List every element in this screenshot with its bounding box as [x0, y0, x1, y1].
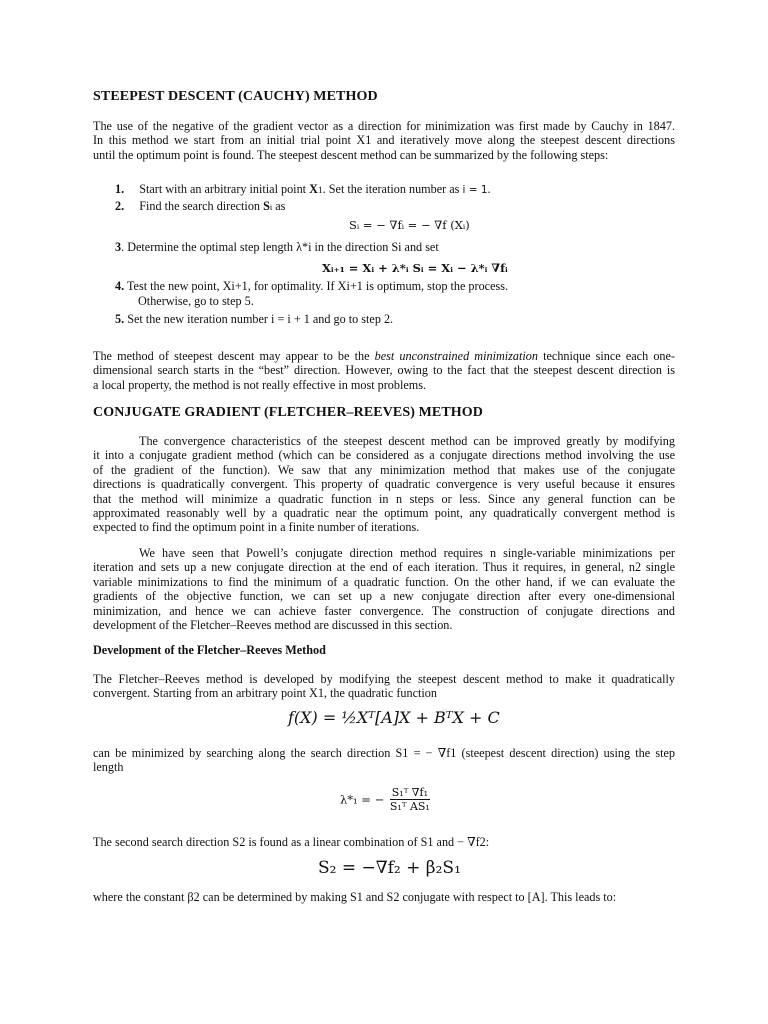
step-text: Set the new iteration number i = i + 1 and go to step 2.	[124, 312, 394, 326]
steepest-descent-note	[93, 349, 675, 392]
equation-search-direction: Sᵢ = − ∇fᵢ = − ∇f (Xᵢ)	[349, 218, 470, 232]
step-number: 5.	[115, 312, 125, 326]
step-bold: S	[263, 199, 270, 213]
step-5	[115, 312, 393, 327]
intro-paragraph	[93, 119, 675, 162]
text-line: In this method we start from an initial trial point X1 and iteratively move along the steepest descent directions	[93, 133, 675, 148]
fraction	[388, 786, 432, 813]
step-text: Test the new point, Xi+1, for optimality. If Xi+1 is optimum, stop the process.	[124, 279, 509, 293]
text-line: directions is quadratically convergent. This property of quadratic convergence is very useful because it ensures	[93, 477, 675, 492]
text-line: until the optimum point is found. The steepest descent method can be summarized by the following steps:	[93, 147, 609, 162]
text-line: minimization, and hence we can achieve faster convergence. The construction of conjugate directions and	[93, 603, 675, 618]
step-4	[115, 279, 508, 294]
step-3	[115, 240, 439, 255]
equation-quadratic: f(X) = ½Xᵀ[A]X + BᵀX + C	[288, 708, 500, 727]
text-line: that the method will minimize a quadratic function in n steps or less. Since any general function can be	[93, 491, 675, 506]
step-number: 3	[115, 240, 122, 254]
text-run: The method of steepest descent may appear to be the	[93, 349, 375, 363]
step-2	[115, 199, 285, 214]
section-heading-conjugate-gradient: CONJUGATE GRADIENT (FLETCHER–REEVES) METHOD	[93, 405, 483, 420]
step-4-line-2: Otherwise, go to step 5.	[138, 294, 254, 308]
text-line: The use of the negative of the gradient vector as a direction for minimization was first made by Cauchy in 1847.	[93, 119, 675, 133]
step-number: 1.	[115, 182, 125, 196]
step-1	[115, 182, 491, 197]
step-bold: X	[309, 182, 318, 196]
step-sub: 1	[317, 186, 323, 196]
text-line: length	[93, 760, 124, 775]
text-line: variable minimizations to find the minimum of a quadratic function. On the other hand, if we can evaluate the	[93, 574, 675, 589]
step-text-b: as	[272, 199, 286, 213]
step-text-b: . Set the iteration number as	[322, 182, 463, 196]
step-number: 4.	[115, 279, 125, 293]
text-line: The Fletcher–Reeves method is developed by modifying the steepest descent method to make it quadratically	[93, 672, 675, 686]
convergence-paragraph	[93, 434, 675, 535]
text-line: gradients of the objective function, we can set up a new conjugate direction after every one-dimensional	[93, 589, 675, 604]
text-line: expected to find the optimum point in a finite number of iterations.	[93, 520, 420, 535]
text-run: technique since each one-	[537, 349, 675, 363]
text-line	[93, 349, 675, 363]
step-code: i = 1	[462, 184, 488, 196]
second-direction-paragraph: The second search direction S2 is found as a linear combination of S1 and − ∇f2:	[93, 835, 490, 849]
powell-paragraph	[93, 546, 675, 632]
section-heading-steepest-descent: STEEPEST DESCENT (CAUCHY) METHOD	[93, 89, 378, 104]
text-line: of the gradient of the function). We saw that any minimization method that makes use of the conjugate	[93, 462, 675, 477]
subsection-heading: Development of the Fletcher–Reeves Method	[93, 643, 326, 657]
equation-step-length	[340, 786, 432, 813]
step-number: 2.	[115, 199, 125, 213]
text-line: approximated reasonably well by a quadratic near the optimum point, any quadratically convergent method is	[93, 506, 675, 521]
step-text: . Determine the optimal step length λ*i in the direction Si and set	[121, 240, 439, 254]
search-direction-paragraph	[93, 746, 675, 775]
fraction-denominator: S₁ᵀ AS₁	[389, 800, 430, 813]
text-line: can be minimized by searching along the search direction S1 = − ∇f1 (steepest descent direction) using the step	[93, 746, 675, 760]
text-line: The convergence characteristics of the steepest descent method can be improved greatly by modifying	[139, 434, 675, 448]
fletcher-reeves-paragraph	[93, 672, 675, 701]
text-line: dimensional search starts in the “best” direction. However, owing to the fact that the steepest descent direction is	[93, 363, 675, 378]
text-line: We have seen that Powell’s conjugate direction method requires n single-variable minimizations per	[139, 546, 675, 560]
equation-second-direction: S₂ = −∇f₂ + β₂S₁	[318, 858, 461, 878]
step-text: Find the search direction	[139, 199, 264, 213]
text-line: it into a conjugate gradient method (which can be considered as a conjugate directions method involving the use	[93, 448, 675, 463]
text-line: a local property, the method is not really effective in most problems.	[93, 377, 427, 392]
fraction-numerator: S₁ᵀ ∇f₁	[391, 786, 428, 799]
equation-update: Xᵢ₊₁ = Xᵢ + λ*ᵢ Sᵢ = Xᵢ − λ*ᵢ ∇fᵢ	[322, 261, 508, 275]
step-end: .	[487, 182, 491, 196]
step-sub: i	[269, 202, 273, 212]
text-line: development of the Fletcher–Reeves method are discussed in this section.	[93, 618, 453, 633]
text-line: convergent. Starting from an arbitrary point X1, the quadratic function	[93, 686, 437, 701]
conjugate-constant-paragraph: where the constant β2 can be determined by making S1 and S2 conjugate with respect to [A]. This leads to:	[93, 890, 617, 904]
text-line: iteration and sets up a new conjugate direction at the end of each iteration. Thus it requires, in general, n2 single	[93, 560, 675, 575]
equation-lhs: λ*₁ = −	[340, 792, 385, 807]
step-text: Start with an arbitrary initial point	[139, 182, 310, 196]
emphasis-text: best unconstrained minimization	[374, 349, 538, 363]
